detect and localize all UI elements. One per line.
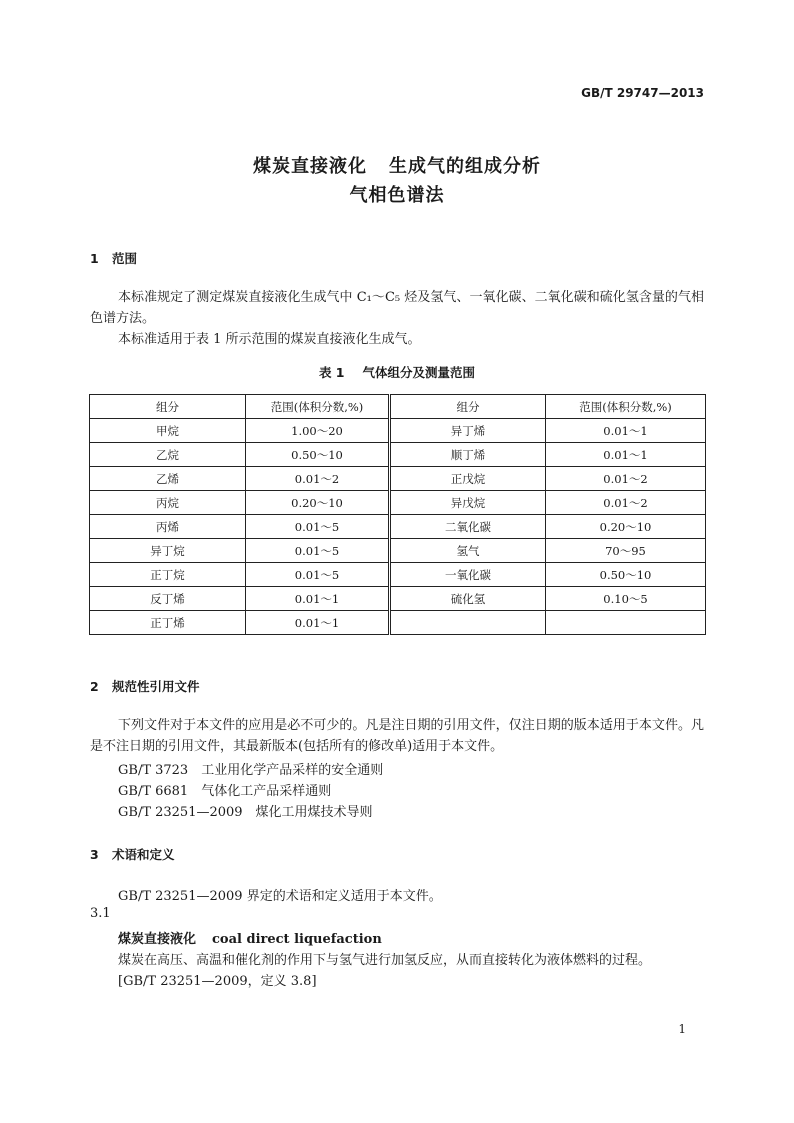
section-1-title: 范围 xyxy=(112,251,138,266)
header-component-1: 组分 xyxy=(90,395,246,419)
table-cell: 丙烷 xyxy=(90,491,246,515)
table-cell: 0.01～5 xyxy=(246,563,390,587)
section-2-heading xyxy=(90,677,200,695)
document-title xyxy=(0,152,794,178)
table-cell: 70～95 xyxy=(546,539,706,563)
table-cell: 乙烷 xyxy=(90,443,246,467)
normative-reference: GB/T 6681 气体化工产品采样通则 xyxy=(118,784,332,799)
table-row xyxy=(90,539,706,563)
table-row xyxy=(90,443,706,467)
table-cell: 0.10～5 xyxy=(546,587,706,611)
subsection-number: 3.1 xyxy=(90,906,111,921)
table-cell: 0.50～10 xyxy=(246,443,390,467)
table-cell: 0.01～2 xyxy=(246,467,390,491)
table-row xyxy=(90,563,706,587)
standard-code: GB/T 29747—2013 xyxy=(581,86,704,100)
section-2-title: 规范性引用文件 xyxy=(112,679,200,694)
table-cell: 反丁烯 xyxy=(90,587,246,611)
table-cell: 正丁烯 xyxy=(90,611,246,635)
table-cell: 1.00～20 xyxy=(246,419,390,443)
table-cell: 一氧化碳 xyxy=(390,563,546,587)
title-part1: 煤炭直接液化 xyxy=(253,156,367,177)
term-entry xyxy=(118,928,382,947)
table-cell: 0.01～1 xyxy=(246,611,390,635)
table-cell: 氢气 xyxy=(390,539,546,563)
table-cell: 0.01～5 xyxy=(246,539,390,563)
header-range-2: 范围(体积分数,%) xyxy=(546,395,706,419)
table-cell: 顺丁烯 xyxy=(390,443,546,467)
term-source: [GB/T 23251—2009，定义 3.8] xyxy=(118,974,317,989)
table-row xyxy=(90,467,706,491)
table-cell: 0.50～10 xyxy=(546,563,706,587)
section-3-heading xyxy=(90,845,175,863)
table-cell: 0.01～1 xyxy=(546,443,706,467)
section-1-number: 1 xyxy=(90,251,99,266)
document-subtitle: 气相色谱法 xyxy=(349,185,445,206)
title-part2: 生成气的组成分析 xyxy=(389,156,541,177)
table-cell: 异丁烯 xyxy=(390,419,546,443)
term-chinese: 煤炭直接液化 xyxy=(118,932,197,947)
table-row xyxy=(90,515,706,539)
header-range-1: 范围(体积分数,%) xyxy=(246,395,390,419)
normative-reference: GB/T 23251—2009 煤化工用煤技术导则 xyxy=(118,805,373,820)
table-cell: 0.20～10 xyxy=(546,515,706,539)
table-row xyxy=(90,611,706,635)
table-cell: 0.01～2 xyxy=(546,467,706,491)
section-2-number: 2 xyxy=(90,679,99,694)
section-3-paragraph: GB/T 23251—2009 界定的术语和定义适用于本文件。 xyxy=(118,889,442,904)
term-definition: 煤炭在高压、高温和催化剂的作用下与氢气进行加氢反应，从而直接转化为液体燃料的过程。 xyxy=(118,953,652,968)
table-1-caption xyxy=(0,363,794,381)
table-row xyxy=(90,491,706,515)
section-3-title: 术语和定义 xyxy=(112,847,175,862)
table-cell: 硫化氢 xyxy=(390,587,546,611)
table-cell: 甲烷 xyxy=(90,419,246,443)
table-cell: 0.20～10 xyxy=(246,491,390,515)
gas-composition-table xyxy=(89,394,706,635)
header-component-2: 组分 xyxy=(390,395,546,419)
section-1-heading xyxy=(90,249,137,267)
table-header-row xyxy=(90,395,706,419)
table-cell-empty xyxy=(390,611,546,635)
page-number: 1 xyxy=(678,1022,686,1036)
section-2-paragraph: 下列文件对于本文件的应用是必不可少的。凡是注日期的引用文件，仅注日期的版本适用于本文件。凡是不注日期的引用文件，其最新版本(包括所有的修改单)适用于本文件。 xyxy=(90,718,704,754)
table-cell: 正戊烷 xyxy=(390,467,546,491)
table-cell: 0.01～1 xyxy=(546,419,706,443)
table-cell: 异戊烷 xyxy=(390,491,546,515)
table-1-caption-number: 表 1 xyxy=(318,365,345,380)
table-cell: 0.01～2 xyxy=(546,491,706,515)
normative-reference: GB/T 3723 工业用化学产品采样的安全通则 xyxy=(118,763,384,778)
table-cell: 0.01～5 xyxy=(246,515,390,539)
section-3-number: 3 xyxy=(90,847,99,862)
table-row xyxy=(90,419,706,443)
term-english: coal direct liquefaction xyxy=(212,932,382,947)
section-1-paragraph-2: 本标准适用于表 1 所示范围的煤炭直接液化生成气。 xyxy=(118,332,421,347)
section-1-paragraph-1: 本标准规定了测定煤炭直接液化生成气中 C₁～C₅ 烃及氢气、一氧化碳、二氧化碳和硫化氢含量的气相色谱方法。 xyxy=(90,290,704,326)
table-cell: 丙烯 xyxy=(90,515,246,539)
table-1-caption-title: 气体组分及测量范围 xyxy=(362,365,476,380)
table-cell: 0.01～1 xyxy=(246,587,390,611)
table-cell: 乙烯 xyxy=(90,467,246,491)
table-cell: 异丁烷 xyxy=(90,539,246,563)
table-cell-empty xyxy=(546,611,706,635)
table-cell: 二氧化碳 xyxy=(390,515,546,539)
table-row xyxy=(90,587,706,611)
table-cell: 正丁烷 xyxy=(90,563,246,587)
